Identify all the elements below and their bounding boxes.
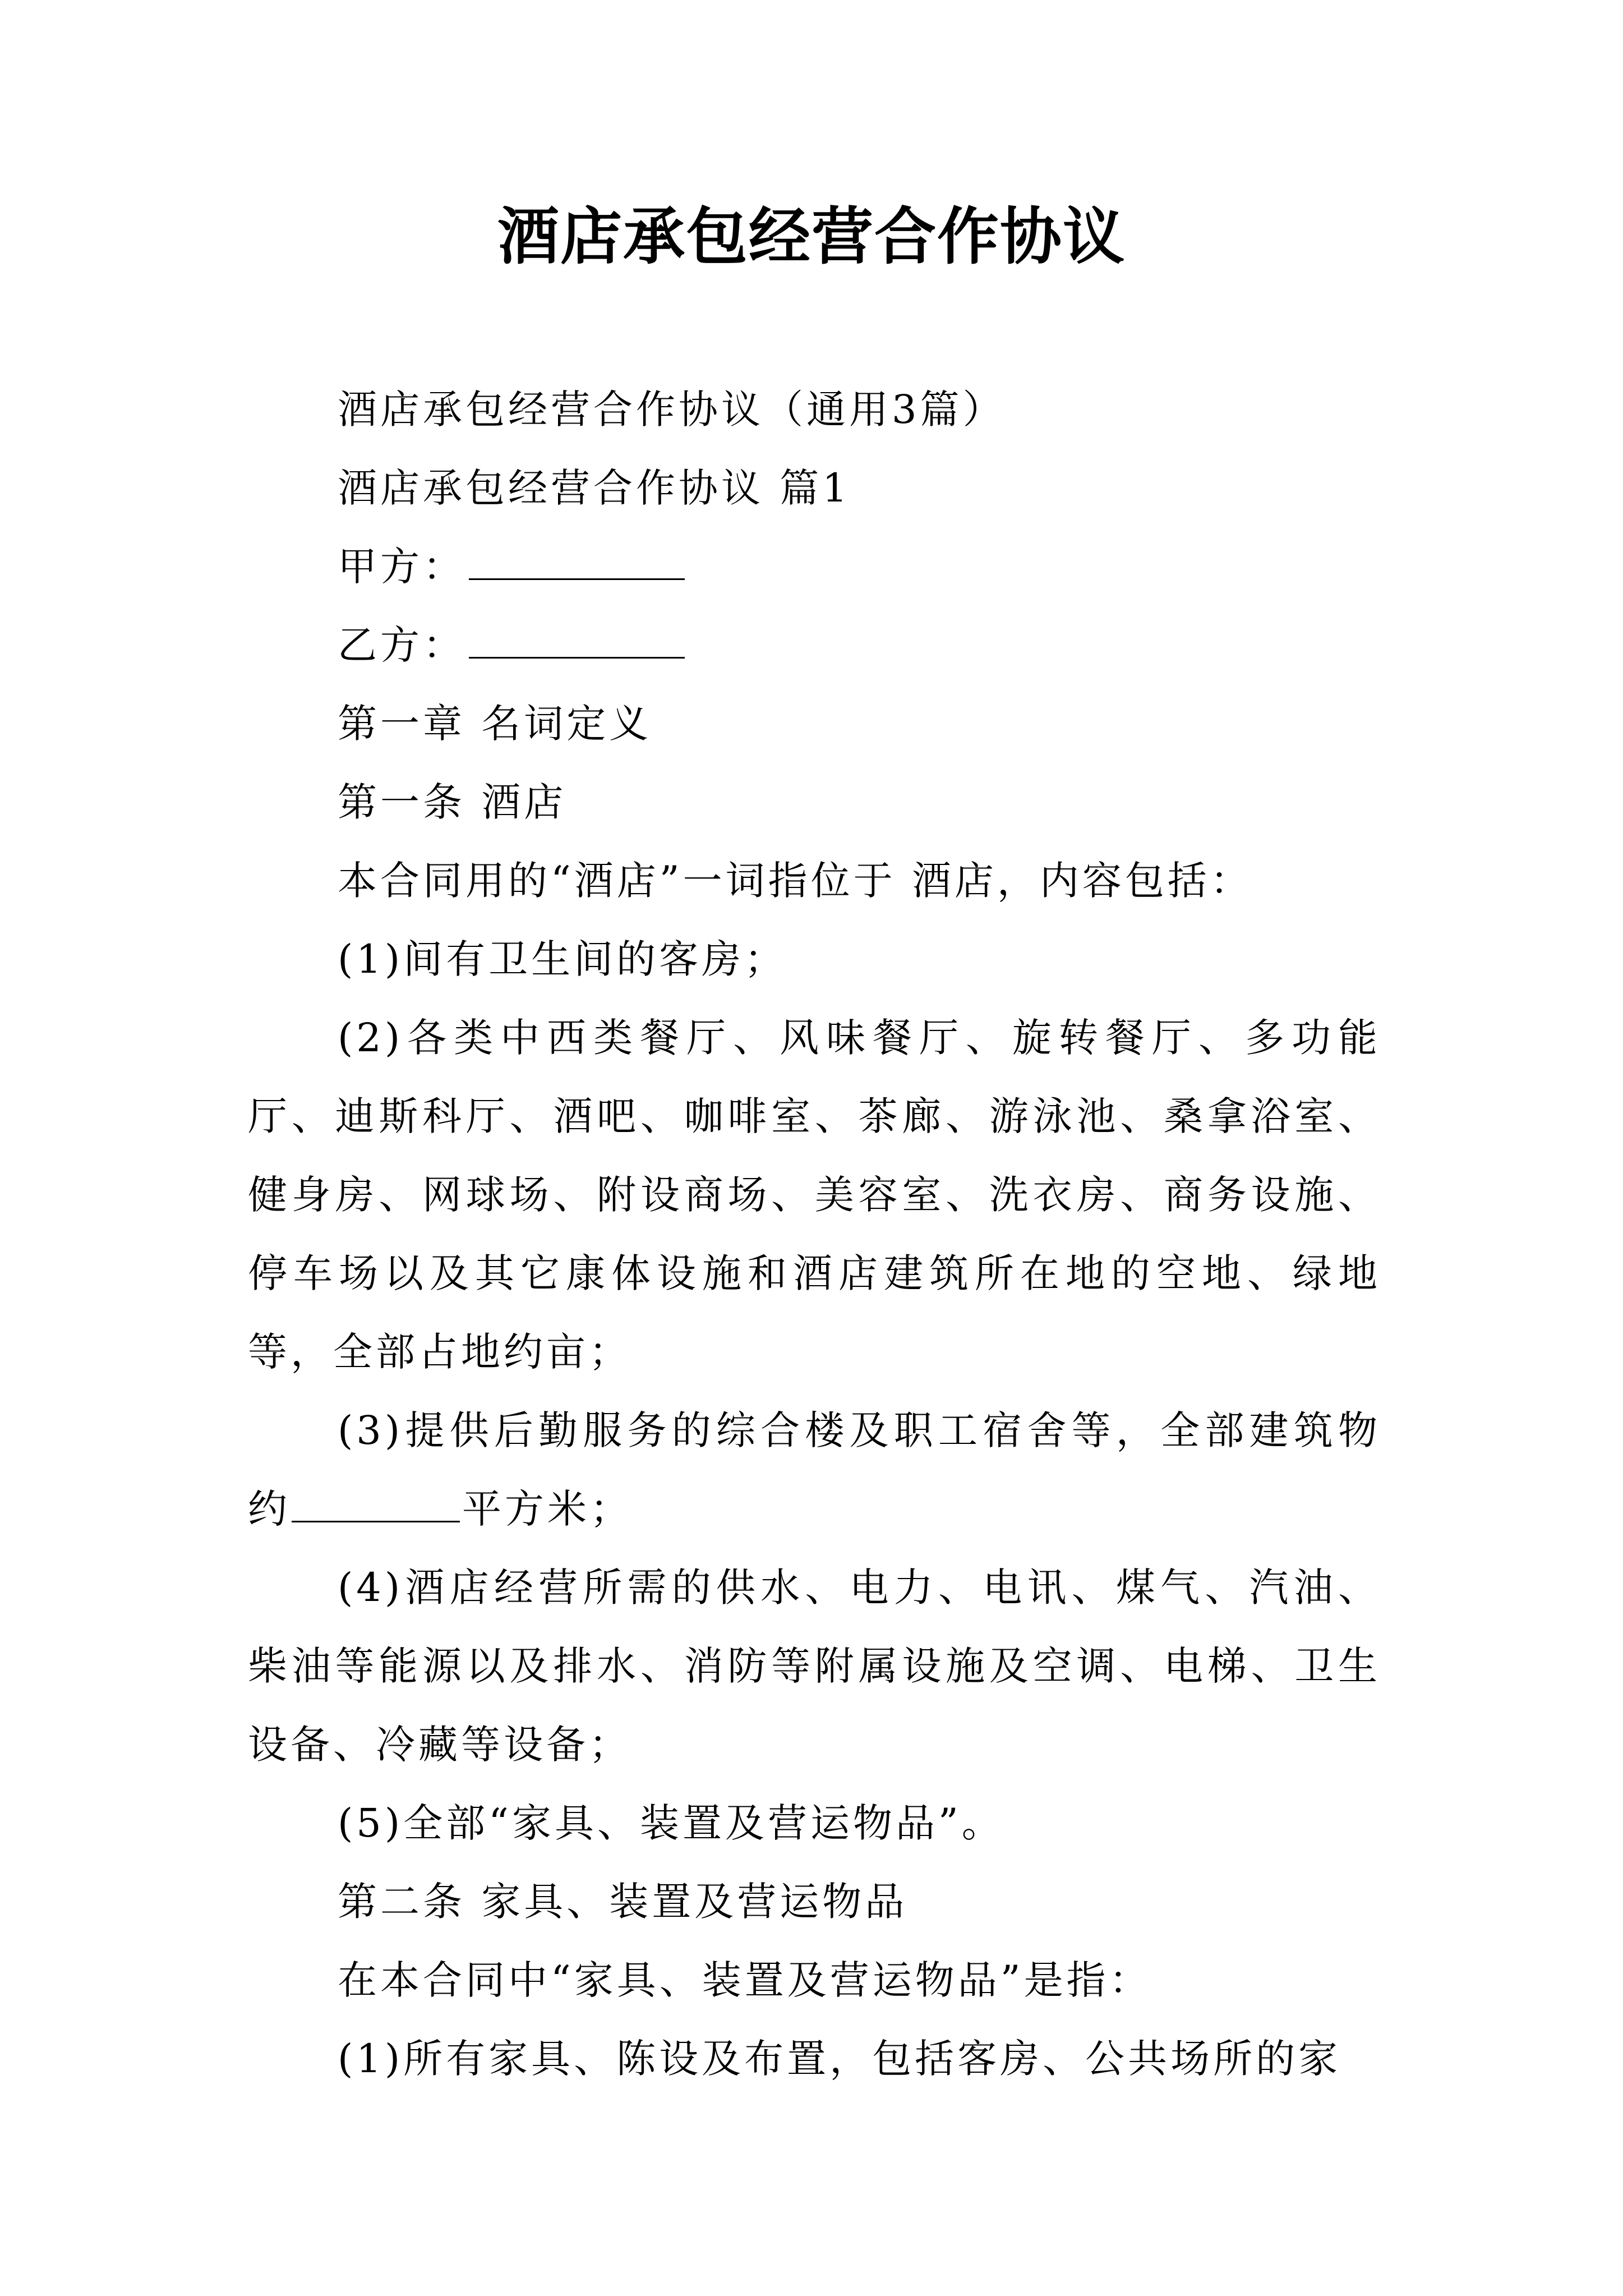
party-b-label: 乙方： (338, 622, 465, 668)
item-3-text: (3)提供后勤服务的综合楼及职工宿舍等，全部建筑物约 (248, 1407, 1381, 1532)
party-a-blank (469, 535, 685, 580)
list-item: (4)酒店经营所需的供水、电力、电讯、煤气、汽油、柴油等能源以及排水、消防等附属设施及空调、电梯、卫生设备、冷藏等设备； (248, 1565, 1381, 1768)
list-item: (5)全部“家具、装置及营运物品”。 (338, 1800, 1004, 1846)
chapter-heading: 第一章 名词定义 (338, 701, 652, 747)
definition-intro: 本合同用的“酒店”一词指位于 酒店，内容包括： (338, 858, 1253, 904)
item-3-unit: 平方米； (462, 1486, 633, 1532)
list-item: (1)所有家具、陈设及布置，包括客房、公共场所的家 (338, 2036, 1341, 2082)
list-item (248, 1391, 1381, 1548)
party-b-blank (469, 613, 685, 659)
party-a-label: 甲方： (338, 544, 465, 590)
document-body (248, 370, 1381, 2098)
list-item: (2)各类中西类餐厅、风味餐厅、旋转餐厅、多功能厅、迪斯科厅、酒吧、咖啡室、茶廊、游泳池、桑拿浴室、健身房、网球场、附设商场、美容室、洗衣房、商务设施、停车场以及其它康体设施和酒店建筑所在地的空地、绿地等，全部占地约亩； (248, 1015, 1381, 1375)
subtitle: 酒店承包经营合作协议（通用3篇） (338, 386, 1006, 432)
party-a-line (248, 527, 1381, 606)
document-title: 酒店承包经营合作协议 (497, 200, 1126, 273)
party-b-line (248, 606, 1381, 684)
article-intro: 在本合同中“家具、装置及营运物品”是指： (338, 1957, 1152, 2003)
article-heading: 第二条 家具、装置及营运物品 (338, 1879, 908, 1925)
article-heading: 第一条 酒店 (338, 779, 567, 825)
part-heading: 酒店承包经营合作协议 篇1 (338, 465, 851, 511)
list-item: (1)间有卫生间的客房； (338, 936, 787, 982)
area-blank (292, 1477, 460, 1522)
